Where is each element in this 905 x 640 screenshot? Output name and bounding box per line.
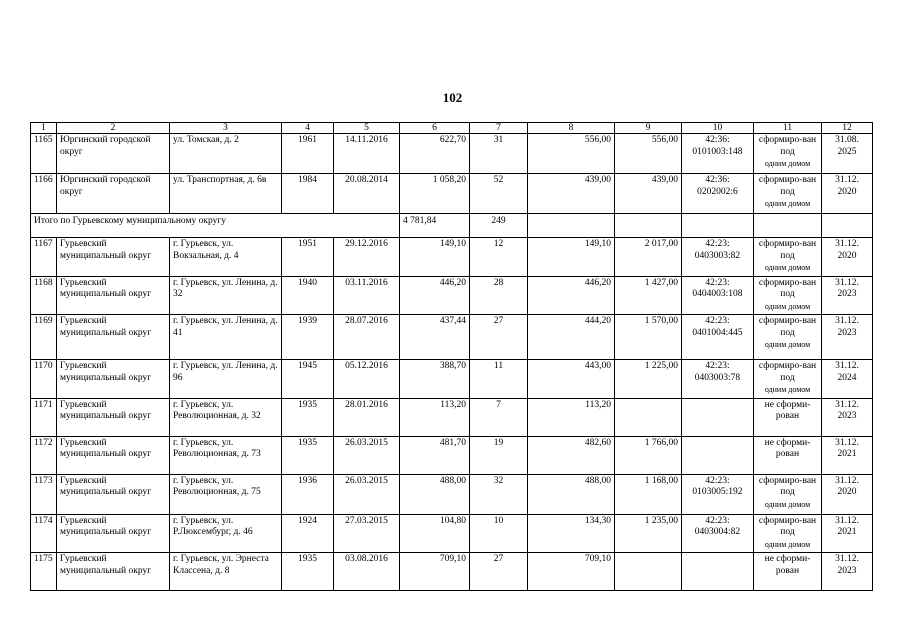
term-cell: 31.12. 2024 bbox=[822, 360, 873, 399]
value-cell: 443,00 bbox=[528, 360, 615, 399]
address-cell: ул. Транспортная, д. 6в bbox=[170, 174, 282, 214]
empty-cell bbox=[528, 214, 615, 238]
cadastral-number-cell: 42:23: 0403003:82 bbox=[682, 238, 754, 277]
land-status-text: сформиро-ван под bbox=[758, 316, 817, 338]
value-cell: 1 427,00 bbox=[615, 276, 682, 315]
column-header: 10 bbox=[682, 123, 754, 134]
row-number-cell: 1171 bbox=[31, 398, 57, 436]
municipality-cell: Юргинский городской округ bbox=[57, 174, 170, 214]
year-cell: 1945 bbox=[282, 360, 334, 399]
year-cell: 1935 bbox=[282, 398, 334, 436]
cadastral-number-cell: 42:23: 0401004:445 bbox=[682, 315, 754, 360]
municipality-cell: Юргинский городской округ bbox=[57, 134, 170, 174]
cadastral-number-cell bbox=[682, 436, 754, 474]
date-cell: 03.11.2016 bbox=[334, 276, 400, 315]
land-status-text: не сформи-рован bbox=[764, 437, 811, 459]
date-cell: 03.08.2016 bbox=[334, 553, 400, 591]
date-cell: 29.12.2016 bbox=[334, 238, 400, 277]
table-row bbox=[31, 436, 873, 474]
land-status-note: одним домом bbox=[764, 301, 811, 311]
year-cell: 1984 bbox=[282, 174, 334, 214]
cadastral-number-cell: 42:36: 0202002:6 bbox=[682, 174, 754, 214]
land-status-text: сформиро-ван под bbox=[758, 135, 817, 157]
land-status-text: сформиро-ван под bbox=[758, 239, 817, 261]
address-cell: г. Гурьевск, ул. Ленина, д. 32 bbox=[170, 276, 282, 315]
residents-cell: 28 bbox=[470, 276, 528, 315]
land-status-cell bbox=[754, 134, 822, 174]
date-cell: 28.01.2016 bbox=[334, 398, 400, 436]
land-status-note: одним домом bbox=[764, 499, 811, 509]
municipality-cell: Гурьевский муниципальный округ bbox=[57, 360, 170, 399]
land-status-note: одним домом bbox=[764, 199, 811, 208]
address-cell: г. Гурьевск, ул. Революционная, д. 32 bbox=[170, 398, 282, 436]
area-cell: 113,20 bbox=[400, 398, 470, 436]
column-header: 12 bbox=[822, 123, 873, 134]
address-cell: г. Гурьевск, ул. Революционная, д. 75 bbox=[170, 474, 282, 514]
column-header: 9 bbox=[615, 123, 682, 134]
value-cell: 439,00 bbox=[615, 174, 682, 214]
year-cell: 1961 bbox=[282, 134, 334, 174]
land-status-text: сформиро-ван под bbox=[758, 515, 817, 537]
table-row bbox=[31, 174, 873, 214]
value-cell: 1 235,00 bbox=[615, 514, 682, 553]
area-cell: 709,10 bbox=[400, 553, 470, 591]
address-cell: г. Гурьевск, ул. Ленина, д. 96 bbox=[170, 360, 282, 399]
page-number: 102 bbox=[442, 90, 463, 105]
cadastral-number-cell bbox=[682, 553, 754, 591]
term-cell: 31.12. 2023 bbox=[822, 398, 873, 436]
area-cell: 481,70 bbox=[400, 436, 470, 474]
cadastral-number-cell bbox=[682, 398, 754, 436]
cadastral-number-cell: 42:36: 0101003:148 bbox=[682, 134, 754, 174]
land-status-cell bbox=[754, 514, 822, 553]
municipality-cell: Гурьевский муниципальный округ bbox=[57, 276, 170, 315]
value-cell: 113,20 bbox=[528, 398, 615, 436]
column-header: 2 bbox=[57, 123, 170, 134]
land-status-note: одним домом bbox=[764, 263, 811, 272]
value-cell bbox=[615, 553, 682, 591]
date-cell: 27.03.2015 bbox=[334, 514, 400, 553]
year-cell: 1924 bbox=[282, 514, 334, 553]
row-number-cell: 1168 bbox=[31, 276, 57, 315]
area-cell: 446,20 bbox=[400, 276, 470, 315]
row-number-cell: 1169 bbox=[31, 315, 57, 360]
term-cell: 31.12. 2020 bbox=[822, 474, 873, 514]
column-header: 4 bbox=[282, 123, 334, 134]
table-row bbox=[31, 514, 873, 553]
empty-cell bbox=[615, 214, 682, 238]
residents-cell: 27 bbox=[470, 553, 528, 591]
land-status-text: не сформи-рован bbox=[764, 399, 811, 421]
column-header: 11 bbox=[754, 123, 822, 134]
total-residents: 249 bbox=[470, 214, 528, 238]
residents-cell: 32 bbox=[470, 474, 528, 514]
value-cell: 1 168,00 bbox=[615, 474, 682, 514]
row-number-cell: 1170 bbox=[31, 360, 57, 399]
term-cell: 31.12. 2020 bbox=[822, 238, 873, 277]
land-status-note: одним домом bbox=[764, 385, 811, 394]
address-cell: г. Гурьевск, ул. Р.Люксембург, д. 46 bbox=[170, 514, 282, 553]
area-cell: 388,70 bbox=[400, 360, 470, 399]
column-number-row bbox=[31, 123, 873, 134]
year-cell: 1935 bbox=[282, 553, 334, 591]
land-status-note: одним домом bbox=[764, 159, 811, 168]
value-cell bbox=[615, 398, 682, 436]
total-area: 4 781,84 bbox=[400, 214, 470, 238]
address-cell: ул. Томская, д. 2 bbox=[170, 134, 282, 174]
address-cell: г. Гурьевск, ул. Вокзальная, д. 4 bbox=[170, 238, 282, 277]
row-number-cell: 1166 bbox=[31, 174, 57, 214]
land-status-text: сформиро-ван под bbox=[758, 175, 817, 197]
table-row bbox=[31, 315, 873, 360]
municipality-cell: Гурьевский муниципальный округ bbox=[57, 474, 170, 514]
land-status-cell bbox=[754, 398, 822, 436]
date-cell: 14.11.2016 bbox=[334, 134, 400, 174]
land-status-cell bbox=[754, 276, 822, 315]
land-status-cell bbox=[754, 360, 822, 399]
row-number-cell: 1175 bbox=[31, 553, 57, 591]
table-row bbox=[31, 134, 873, 174]
municipality-cell: Гурьевский муниципальный округ bbox=[57, 315, 170, 360]
municipality-cell: Гурьевский муниципальный округ bbox=[57, 398, 170, 436]
table-row bbox=[31, 474, 873, 514]
residents-cell: 19 bbox=[470, 436, 528, 474]
land-status-note: одним домом bbox=[764, 340, 811, 349]
register-table-body bbox=[31, 123, 873, 591]
address-cell: г. Гурьевск, ул. Революционная, д. 73 bbox=[170, 436, 282, 474]
total-label: Итого по Гурьевскому муниципальному округу bbox=[31, 214, 400, 238]
row-number-cell: 1165 bbox=[31, 134, 57, 174]
year-cell: 1936 bbox=[282, 474, 334, 514]
value-cell: 488,00 bbox=[528, 474, 615, 514]
land-status-cell bbox=[754, 474, 822, 514]
row-number-cell: 1172 bbox=[31, 436, 57, 474]
land-status-cell bbox=[754, 315, 822, 360]
table-row bbox=[31, 238, 873, 277]
register-table bbox=[30, 122, 873, 591]
land-status-cell bbox=[754, 553, 822, 591]
value-cell: 439,00 bbox=[528, 174, 615, 214]
year-cell: 1940 bbox=[282, 276, 334, 315]
land-status-text: не сформи-рован bbox=[764, 554, 811, 576]
value-cell: 149,10 bbox=[528, 238, 615, 277]
empty-cell bbox=[682, 214, 754, 238]
term-cell: 31.12. 2020 bbox=[822, 174, 873, 214]
value-cell: 482,60 bbox=[528, 436, 615, 474]
land-status-text: сформиро-ван под bbox=[758, 361, 817, 383]
row-number-cell: 1173 bbox=[31, 474, 57, 514]
empty-cell bbox=[822, 214, 873, 238]
residents-cell: 27 bbox=[470, 315, 528, 360]
empty-cell bbox=[754, 214, 822, 238]
date-cell: 26.03.2015 bbox=[334, 474, 400, 514]
table-row bbox=[31, 398, 873, 436]
date-cell: 05.12.2016 bbox=[334, 360, 400, 399]
land-status-cell bbox=[754, 174, 822, 214]
land-status-text: сформиро-ван под bbox=[758, 277, 817, 299]
term-cell: 31.12. 2021 bbox=[822, 436, 873, 474]
value-cell: 1 766,00 bbox=[615, 436, 682, 474]
table-row bbox=[31, 360, 873, 399]
table-row bbox=[31, 553, 873, 591]
area-cell: 104,80 bbox=[400, 514, 470, 553]
column-header: 7 bbox=[470, 123, 528, 134]
land-status-cell bbox=[754, 238, 822, 277]
residents-cell: 52 bbox=[470, 174, 528, 214]
value-cell: 1 570,00 bbox=[615, 315, 682, 360]
cadastral-number-cell: 42:23: 0103005:192 bbox=[682, 474, 754, 514]
row-number-cell: 1174 bbox=[31, 514, 57, 553]
value-cell: 134,30 bbox=[528, 514, 615, 553]
term-cell: 31.08. 2025 bbox=[822, 134, 873, 174]
column-header: 3 bbox=[170, 123, 282, 134]
value-cell: 1 225,00 bbox=[615, 360, 682, 399]
value-cell: 2 017,00 bbox=[615, 238, 682, 277]
year-cell: 1935 bbox=[282, 436, 334, 474]
total-row bbox=[31, 214, 873, 238]
year-cell: 1951 bbox=[282, 238, 334, 277]
municipality-cell: Гурьевский муниципальный округ bbox=[57, 238, 170, 277]
residents-cell: 10 bbox=[470, 514, 528, 553]
cadastral-number-cell: 42:23: 0404003:108 bbox=[682, 276, 754, 315]
residents-cell: 31 bbox=[470, 134, 528, 174]
date-cell: 20.08.2014 bbox=[334, 174, 400, 214]
cadastral-number-cell: 42:23: 0403004:82 bbox=[682, 514, 754, 553]
land-status-cell bbox=[754, 436, 822, 474]
area-cell: 437,44 bbox=[400, 315, 470, 360]
term-cell: 31.12. 2023 bbox=[822, 276, 873, 315]
term-cell: 31.12. 2023 bbox=[822, 553, 873, 591]
area-cell: 622,70 bbox=[400, 134, 470, 174]
year-cell: 1939 bbox=[282, 315, 334, 360]
column-header: 6 bbox=[400, 123, 470, 134]
area-cell: 149,10 bbox=[400, 238, 470, 277]
address-cell: г. Гурьевск, ул. Эрнеста Классена, д. 8 bbox=[170, 553, 282, 591]
land-status-note: одним домом bbox=[764, 539, 811, 549]
municipality-cell: Гурьевский муниципальный округ bbox=[57, 436, 170, 474]
date-cell: 28.07.2016 bbox=[334, 315, 400, 360]
value-cell: 446,20 bbox=[528, 276, 615, 315]
value-cell: 556,00 bbox=[615, 134, 682, 174]
term-cell: 31.12. 2023 bbox=[822, 315, 873, 360]
residents-cell: 12 bbox=[470, 238, 528, 277]
land-status-text: сформиро-ван под bbox=[758, 475, 817, 497]
residents-cell: 7 bbox=[470, 398, 528, 436]
value-cell: 709,10 bbox=[528, 553, 615, 591]
value-cell: 556,00 bbox=[528, 134, 615, 174]
cadastral-number-cell: 42:23: 0403003:78 bbox=[682, 360, 754, 399]
column-header: 1 bbox=[31, 123, 57, 134]
table-row bbox=[31, 276, 873, 315]
municipality-cell: Гурьевский муниципальный округ bbox=[57, 514, 170, 553]
municipality-cell: Гурьевский муниципальный округ bbox=[57, 553, 170, 591]
column-header: 5 bbox=[334, 123, 400, 134]
residents-cell: 11 bbox=[470, 360, 528, 399]
area-cell: 1 058,20 bbox=[400, 174, 470, 214]
column-header: 8 bbox=[528, 123, 615, 134]
term-cell: 31.12. 2021 bbox=[822, 514, 873, 553]
address-cell: г. Гурьевск, ул. Ленина, д. 41 bbox=[170, 315, 282, 360]
area-cell: 488,00 bbox=[400, 474, 470, 514]
value-cell: 444,20 bbox=[528, 315, 615, 360]
row-number-cell: 1167 bbox=[31, 238, 57, 277]
date-cell: 26.03.2015 bbox=[334, 436, 400, 474]
